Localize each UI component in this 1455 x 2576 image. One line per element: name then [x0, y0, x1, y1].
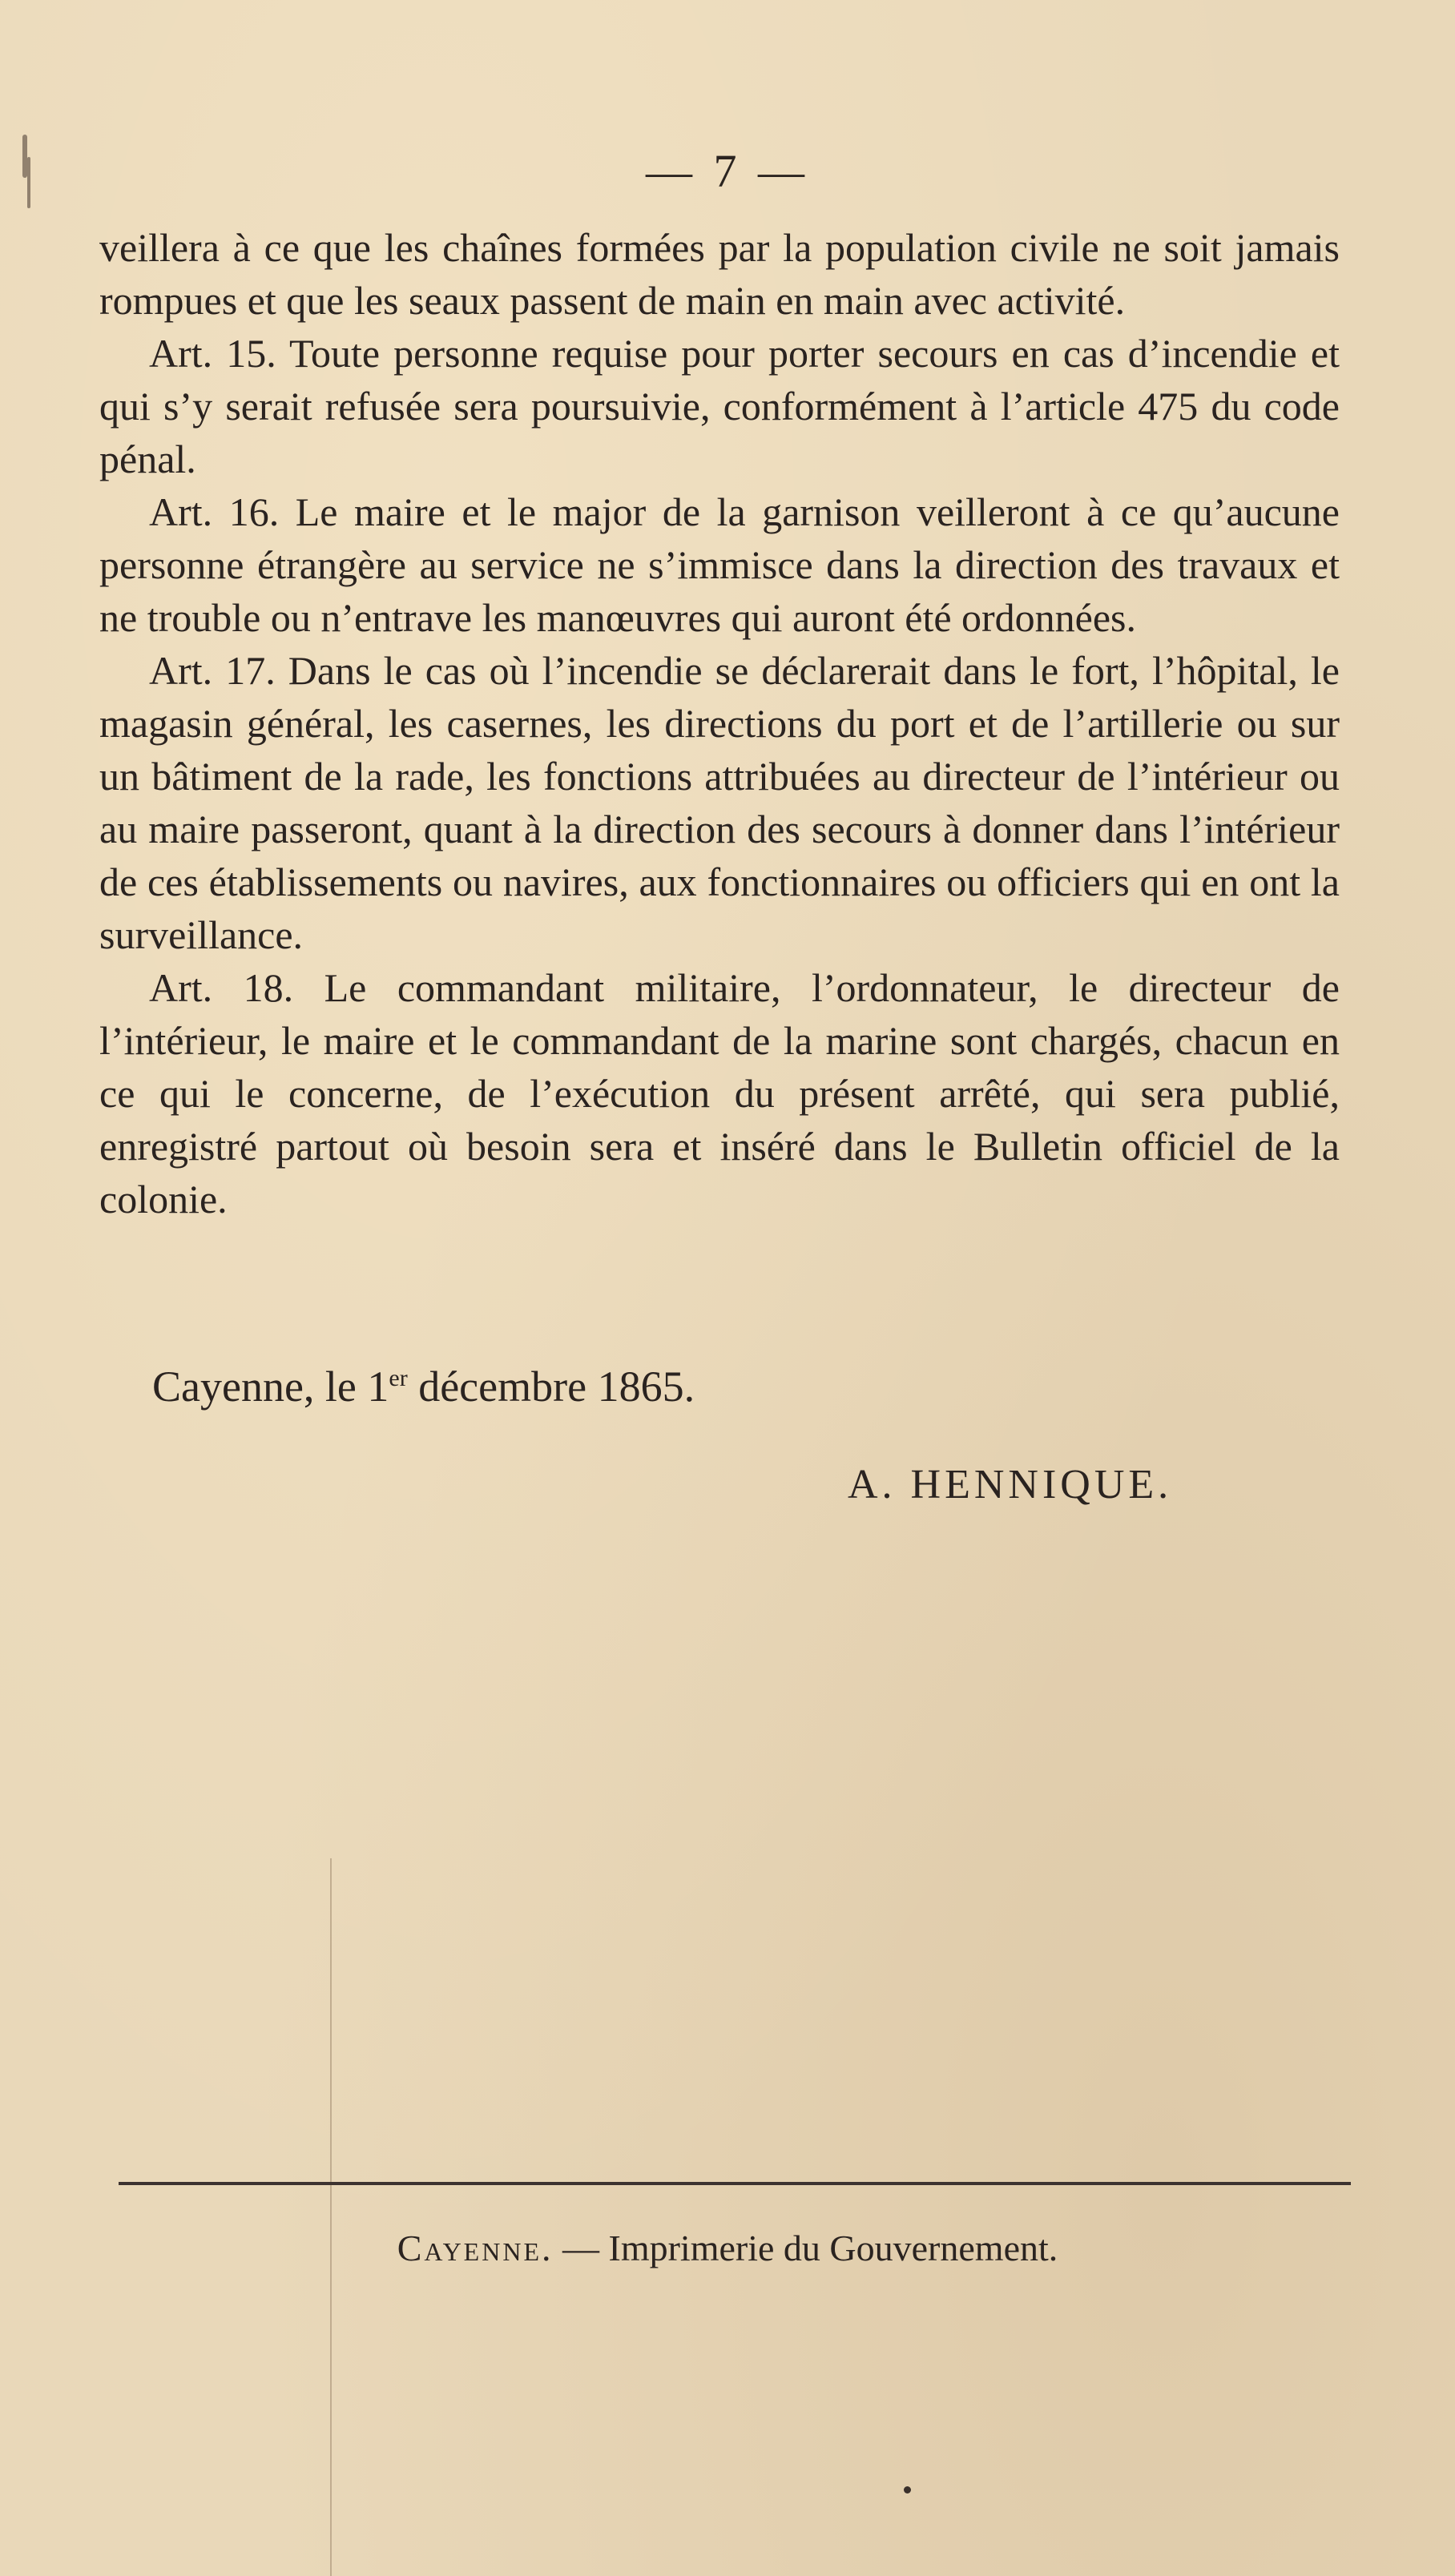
signature: A. HENNIQUE.: [848, 1462, 1173, 1507]
paragraph-article-18: Art. 18. Le commandant militaire, l’ordonnateur, le directeur de l’intérieur, le maire et le commandant de la marine sont chargés, chacun en ce qui le concerne, de l’exécution du présent arrêté, qui sera publié, enregistré partout où besoin sera et inséré dans le Bulletin officiel de la colonie.: [99, 965, 1340, 1222]
imprint: [0, 2227, 1455, 2269]
paragraph-article-15: Art. 15. Toute personne requise pour porter secours en cas d’incendie et qui s’y serait refusée sera poursuivie, conformément à l’article 475 du code pénal.: [99, 331, 1340, 481]
paragraph-article-16: Art. 16. Le maire et le major de la garnison veilleront à ce qu’aucune personne étrangère au service ne s’immisce dans la direction des travaux et ne trouble ou n’entrave les manœuvres qui auront été ordonnées.: [99, 489, 1340, 640]
dateline-ordinal: er: [389, 1365, 408, 1391]
dateline-date: décembre 1865.: [407, 1362, 695, 1411]
ink-dot: [904, 2486, 911, 2493]
fold-line: [330, 1858, 332, 2576]
imprint-dash: —: [553, 2228, 609, 2268]
paragraph-continuation: veillera à ce que les chaînes formées par la population civile ne soit jamais rompues et que les seaux passent de main en main avec activité.: [99, 225, 1340, 323]
dateline-place: Cayenne, le 1: [152, 1362, 389, 1411]
footer-rule: [119, 2182, 1351, 2185]
dateline: [152, 1362, 695, 1411]
article-text: [99, 221, 1340, 1226]
imprint-printer: Imprimerie du Gouvernement.: [608, 2228, 1058, 2268]
paragraph-article-17: Art. 17. Dans le cas où l’incendie se déclarerait dans le fort, l’hôpital, le magasin général, les casernes, les directions du port et de l’artillerie ou sur un bâtiment de la rade, les fonctions attribuées au directeur de l’intérieur ou au maire passeront, quant à la direction des secours à donner dans l’intérieur de ces établissements ou navires, aux fonctionnaires ou officiers qui en ont la surveillance.: [99, 648, 1340, 957]
imprint-place: Cayenne.: [397, 2228, 554, 2268]
page-number: — 7 —: [646, 145, 809, 197]
